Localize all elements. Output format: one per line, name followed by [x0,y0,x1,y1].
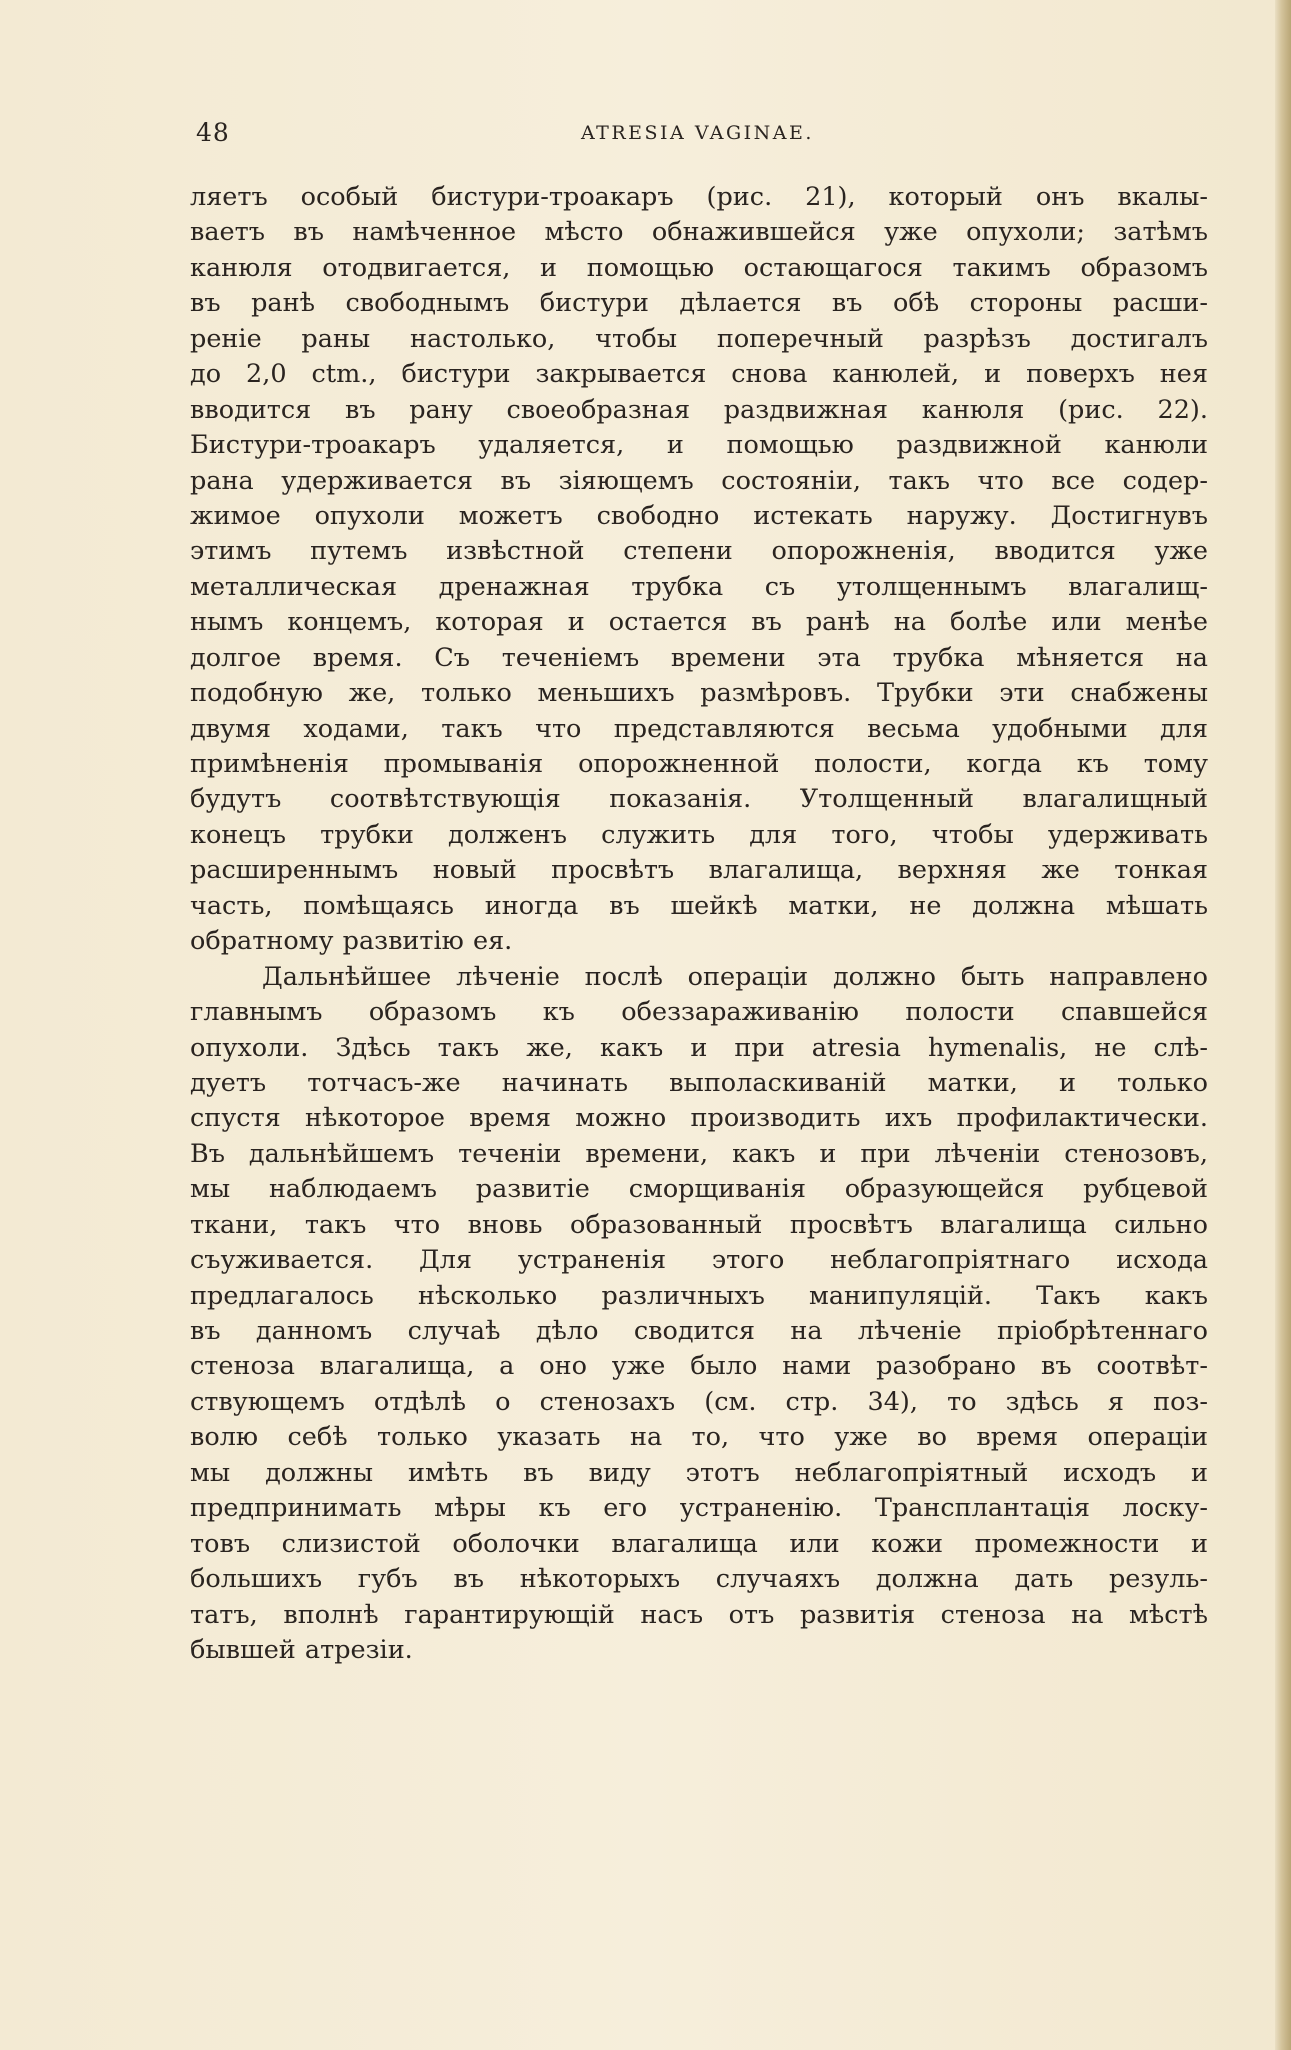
text-line: конецъ трубки долженъ служить для того, чтобы удерживать [190,819,1208,850]
text-line: Бистури-троакаръ удаляется, и помощью раздвижной канюли [190,430,1208,461]
text-line: спустя нѣкоторое время можно производить ихъ профилактически. [190,1103,1208,1134]
text-line: до 2,0 ctm., бистури закрывается снова канюлей, и поверхъ нея [190,359,1208,390]
running-title: ATRESIA VAGINAE. [581,122,814,144]
text-line: вводится въ рану своеобразная раздвижная канюля (рис. 22). [190,394,1208,425]
text-line: ствующемъ отдѣлѣ о стенозахъ (см. стр. 34), то здѣсь я поз- [190,1386,1208,1417]
text-line: подобную же, только меньшихъ размѣровъ. Трубки эти снабжены [190,678,1208,709]
text-line: татъ, вполнѣ гарантирующій насъ отъ развитія стеноза на мѣстѣ [190,1599,1208,1630]
text-line: дуетъ тотчасъ-же начинать выполаскиваній матки, и только [190,1067,1208,1098]
text-line: примѣненія промыванія опорожненной полости, когда къ тому [190,749,1208,779]
text-line: волю себѣ только указать на то, что уже во время операціи [190,1422,1208,1453]
text-line: долгое время. Съ теченіемъ времени эта трубка мѣняется на [190,642,1208,673]
text-line: металлическая дренажная трубка съ утолщеннымъ влагалищ- [190,571,1208,602]
text-line: этимъ путемъ извѣстной степени опорожненія, вводится уже [190,536,1208,567]
text-line: обратному развитію ея. [190,926,513,957]
page-header [196,118,1206,152]
page-number: 48 [196,118,230,147]
text-line: расширеннымъ новый просвѣтъ влагалища, верхняя же тонкая [190,855,1208,886]
text-line: предлагалось нѣсколько различныхъ манипуляцій. Такъ какъ [190,1280,1208,1311]
text-line: бывшей атрезіи. [190,1634,413,1665]
text-line: опухоли. Здѣсь такъ же, какъ и при atresia hymenalis, не слѣ- [190,1032,1208,1063]
text-line: двумя ходами, такъ что представляются весьма удобными для [190,713,1208,744]
text-line: мы наблюдаемъ развитіе сморщиванія образующейся рубцевой [190,1174,1208,1205]
text-line: жимое опухоли можетъ свободно истекать наружу. Достигнувъ [190,500,1208,531]
text-line: мы должны имѣть въ виду этотъ неблагопріятный исходъ и [190,1457,1208,1488]
text-line: ваетъ въ намѣченное мѣсто обнажившейся уже опухоли; затѣмъ [190,217,1208,248]
text-line: часть, помѣщаясь иногда въ шейкѣ матки, не должна мѣшать [190,890,1208,921]
text-line: будутъ соотвѣтствующія показанія. Утолщенный влагалищный [190,784,1208,815]
text-line: ткани, такъ что вновь образованный просвѣтъ влагалища сильно [190,1209,1208,1240]
body-text [190,180,1208,1668]
paragraph-start-line: Дальнѣйшее лѣченіе послѣ операціи должно быть направлено [262,961,1208,992]
text-line: съуживается. Для устраненія этого неблагопріятнаго исхода [190,1245,1208,1276]
text-line: стеноза влагалища, а оно уже было нами разобрано въ соотвѣт- [190,1351,1208,1382]
text-line: товъ слизистой оболочки влагалища или кожи промежности и [190,1528,1208,1559]
text-line: реніе раны настолько, чтобы поперечный разрѣзъ достигалъ [190,323,1208,354]
text-line: ляетъ особый бистури-троакаръ (рис. 21), который онъ вкалы- [190,182,1208,212]
text-line: Въ дальнѣйшемъ теченіи времени, какъ и при лѣченіи стенозовъ, [190,1138,1208,1169]
text-line: главнымъ образомъ къ обеззараживанію полости спавшейся [190,997,1208,1028]
text-line: въ ранѣ свободнымъ бистури дѣлается въ обѣ стороны расши- [190,288,1208,319]
text-line: въ данномъ случаѣ дѣло сводится на лѣченіе пріобрѣтеннаго [190,1316,1208,1346]
text-line: предпринимать мѣры къ его устраненію. Трансплантація лоску- [190,1493,1208,1524]
text-line: канюля отодвигается, и помощью остающагося такимъ образомъ [190,252,1208,283]
page-edge [1275,0,1291,2050]
text-line: нымъ концемъ, которая и остается въ ранѣ на болѣе или менѣе [190,607,1208,638]
text-line: большихъ губъ въ нѣкоторыхъ случаяхъ должна дать резуль- [190,1564,1208,1595]
text-line: рана удерживается въ зіяющемъ состояніи, такъ что все содер- [190,465,1208,496]
